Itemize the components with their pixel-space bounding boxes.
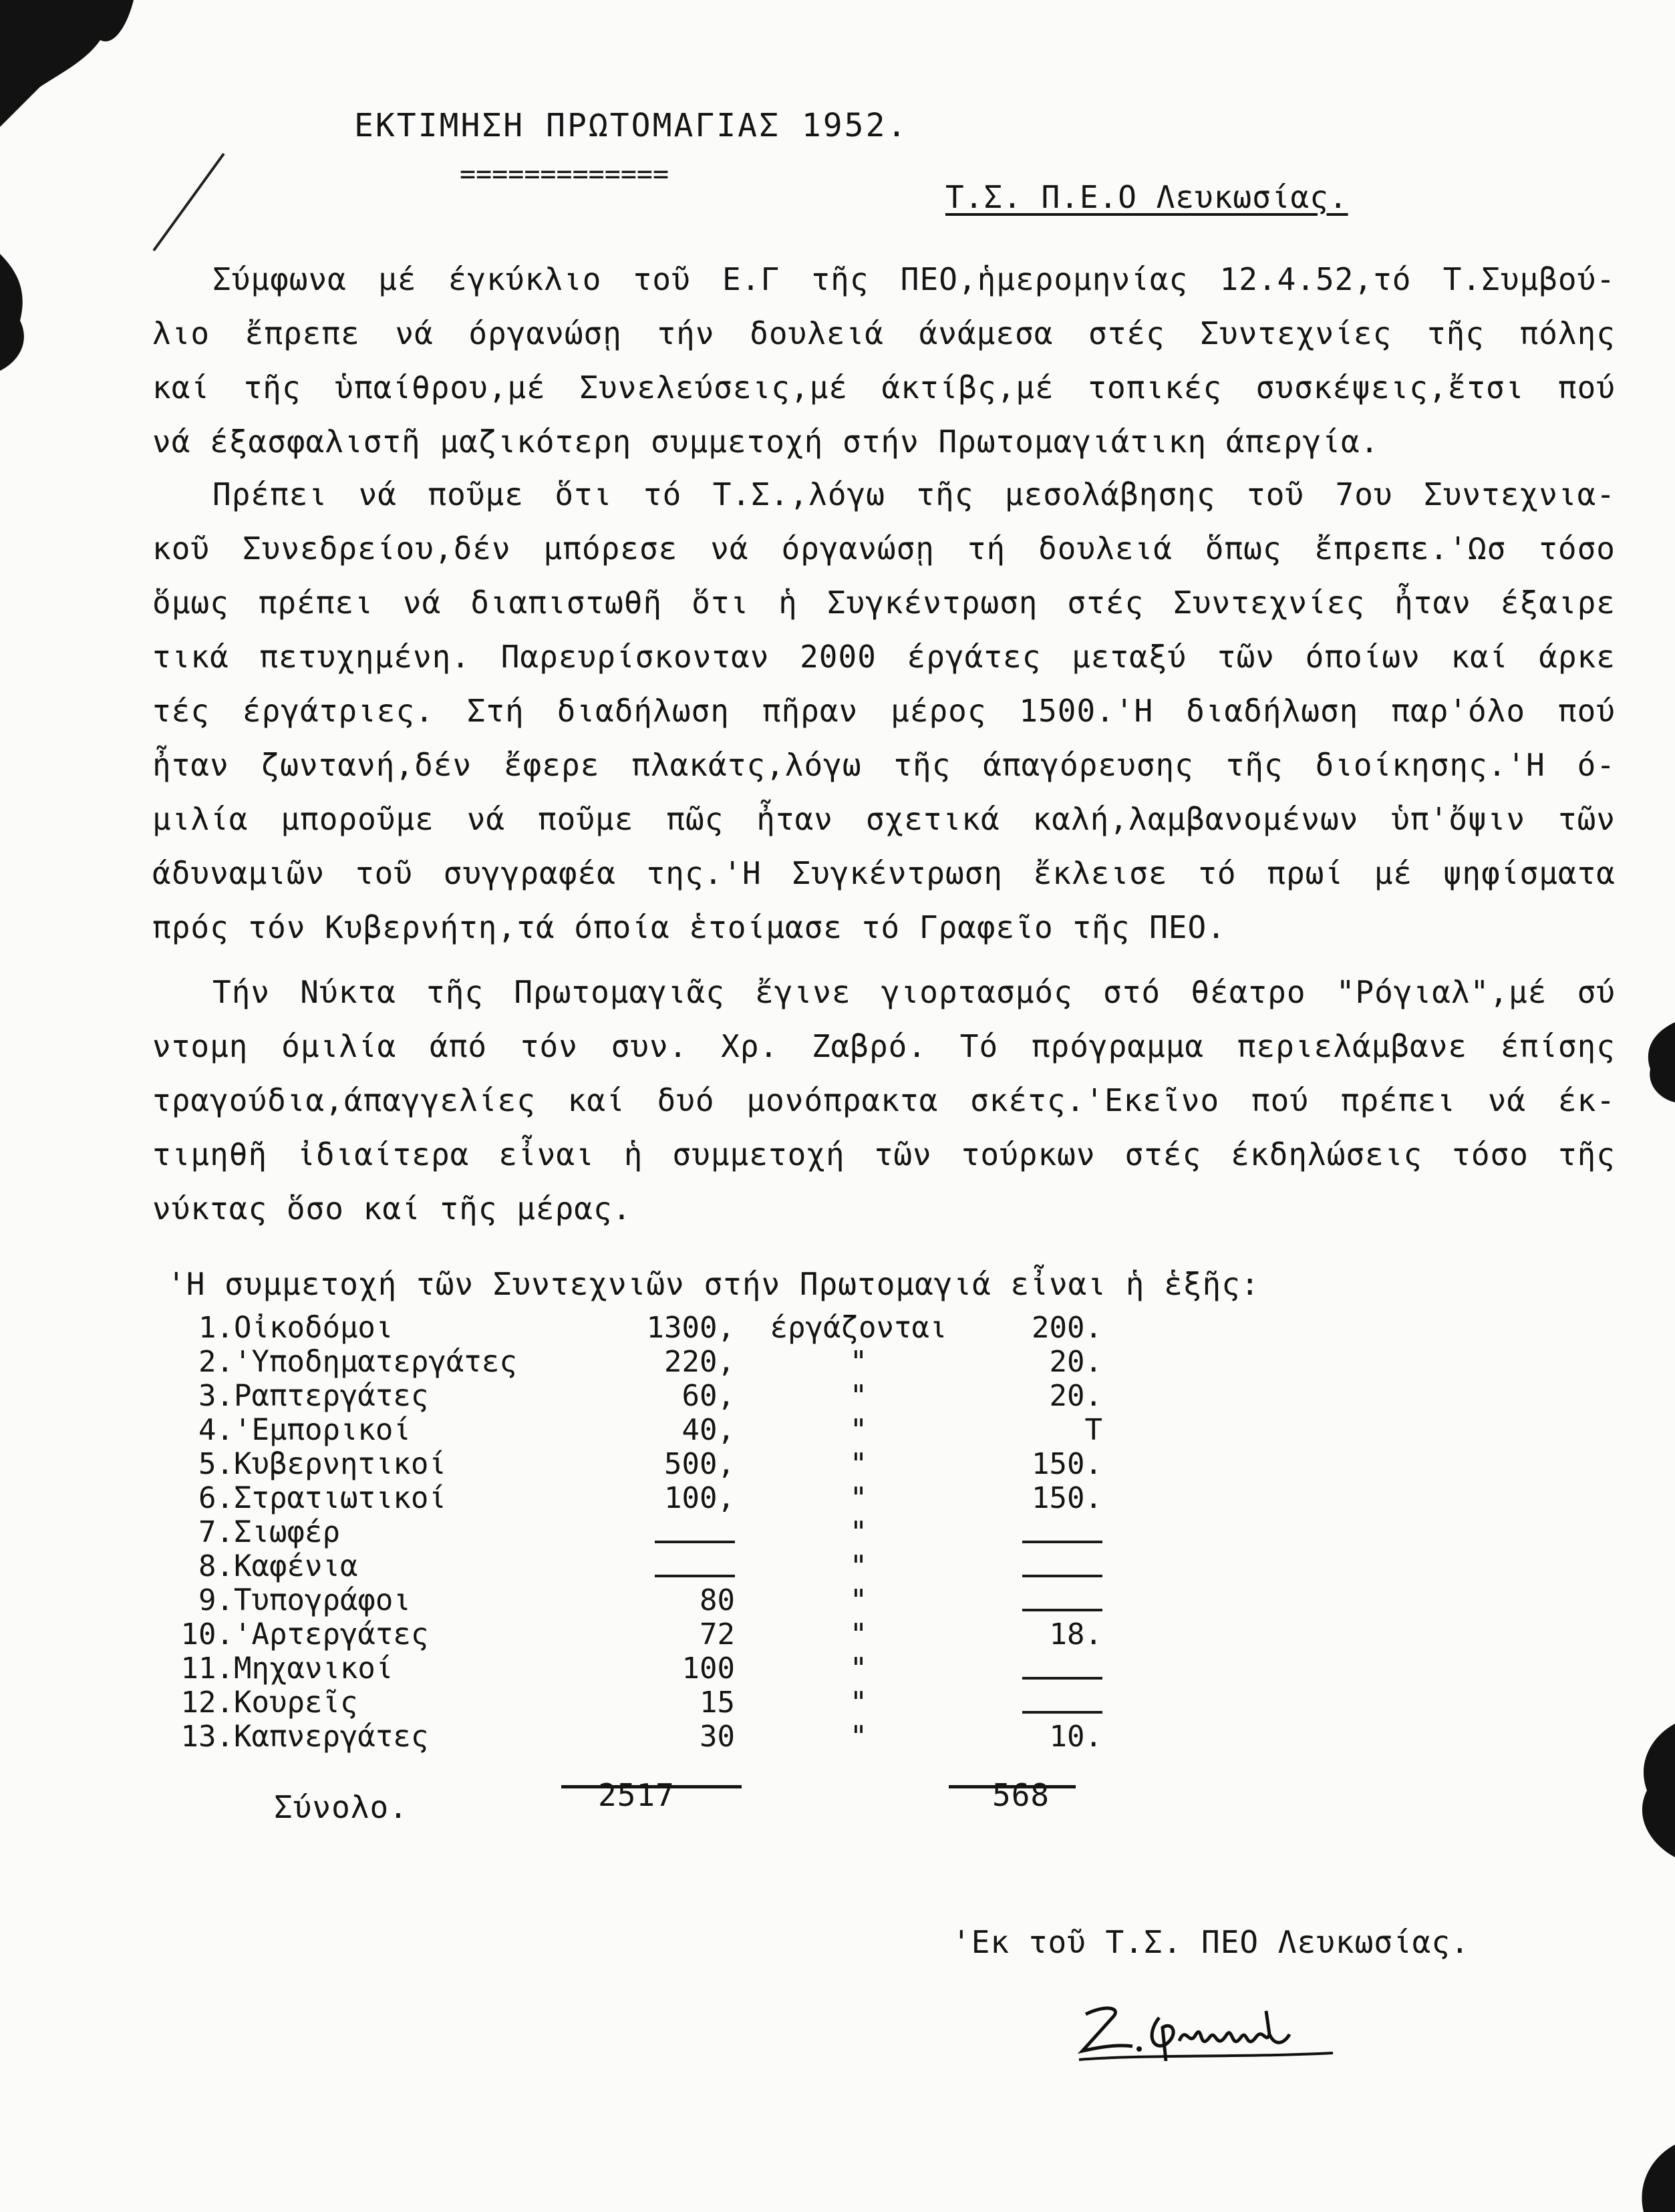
blank-entry-rule xyxy=(1022,1593,1102,1611)
unemployed-count: 200. xyxy=(1032,1311,1102,1345)
members-count: 60, xyxy=(681,1379,735,1413)
table-row xyxy=(180,1515,1102,1549)
blank-entry-rule xyxy=(1022,1695,1102,1714)
employment-label: " xyxy=(849,1413,868,1447)
paragraph-line: νύκτας ὅσο καί τῆς μέρας. xyxy=(152,1191,632,1227)
union-name: Ραπτεργάτες xyxy=(234,1379,429,1413)
paragraph-line: ντομη όμιλία άπό τόν συν. Χρ. Ζαβρό. Τό πρόγραμμα περιελάμβανε έπίσης xyxy=(152,1028,1616,1064)
unemployed-count xyxy=(982,1686,1102,1720)
employment-label: έργάζονται xyxy=(770,1311,947,1345)
paragraph-line: τραγούδια,άπαγγελίες καί δυό μονόπρακτα σκέτς.'Εκεῖνο πού πρέπει νά έκ- xyxy=(152,1082,1616,1118)
union-name: Σιωφέρ xyxy=(234,1515,340,1549)
union-name: 'Αρτεργάτες xyxy=(234,1617,429,1651)
total-unemployed: 568 xyxy=(992,1777,1050,1813)
union-name: Τυπογράφοι xyxy=(234,1583,411,1617)
organisation-heading: Τ.Σ. Π.Ε.Ο Λευκωσίας. xyxy=(945,179,1348,215)
unemployed-count xyxy=(982,1549,1102,1583)
unemployed-count: 20. xyxy=(1049,1379,1102,1413)
paragraph-line: τικά πετυχημένη. Παρευρίσκονταν 2000 έργάτες μεταξύ τῶν όποίων καί άρκε xyxy=(152,639,1616,675)
members-count: 100, xyxy=(664,1481,735,1515)
table-row xyxy=(180,1379,1102,1413)
employment-label: " xyxy=(849,1651,868,1686)
paragraph-line: πρός τόν Κυβερνήτη,τά όποία ἑτοίμασε τό Γραφεῖο τῆς ΠΕΟ. xyxy=(152,909,1226,945)
row-number: 9. xyxy=(198,1583,234,1617)
paragraph-line: ἦταν ζωντανή,δέν ἔφερε πλακάτς,λόγω τῆς άπαγόρευσης τῆς διοίκησης.'Η ό- xyxy=(152,747,1616,783)
total-members: 2517 xyxy=(598,1777,675,1813)
unemployed-count: 150. xyxy=(1032,1481,1102,1515)
members-count: 220, xyxy=(664,1345,735,1379)
employment-label: " xyxy=(849,1686,868,1720)
unemployed-count xyxy=(982,1515,1102,1549)
table-row xyxy=(180,1651,1102,1686)
unemployed-count xyxy=(982,1583,1102,1617)
paragraph-line: μιλία μποροῦμε νά ποῦμε πῶς ἦταν σχετικά καλή,λαμβανομένων ὑπ'ὄψιν τῶν xyxy=(152,801,1616,837)
row-number: 3. xyxy=(198,1379,234,1413)
pen-stroke-diagonal xyxy=(150,150,231,257)
unemployed-count: T xyxy=(1084,1413,1102,1447)
document-title: ΕΚΤΙΜΗΣΗ ΠΡΩΤΟΜΑΓΙΑΣ 1952. xyxy=(354,107,909,144)
table-row xyxy=(180,1345,1102,1379)
members-count: 500, xyxy=(664,1447,735,1481)
signature-office: 'Εκ τοῦ Τ.Σ. ΠΕΟ Λευκωσίας. xyxy=(952,1924,1470,1960)
employment-label: " xyxy=(849,1720,868,1754)
paragraph-assessment xyxy=(152,468,1616,955)
employment-label: " xyxy=(849,1549,868,1583)
table-row xyxy=(180,1447,1102,1481)
members-count: 30 xyxy=(700,1720,735,1754)
blank-entry-rule xyxy=(655,1559,735,1577)
paragraph-line: κοῦ Συνεδρείου,δέν μπόρεσε νά όργανώσῃ τή δουλειά ὅπως ἔπρεπε.'Ωσ τόσο xyxy=(152,530,1616,567)
employment-label: " xyxy=(849,1617,868,1651)
employment-label: " xyxy=(849,1447,868,1481)
unemployed-count: 10. xyxy=(1049,1720,1102,1754)
members-count: 72 xyxy=(700,1617,735,1651)
row-number: 12. xyxy=(180,1686,234,1720)
union-name: Στρατιωτικοί xyxy=(234,1481,446,1515)
paragraph-night-event xyxy=(152,965,1616,1236)
union-name: Κουρεῖς xyxy=(234,1686,358,1720)
paragraph-line: νά έξασφαλιστῆ μαζικότερη συμμετοχή στήν Πρωτομαγιάτικη άπεργία. xyxy=(152,424,1380,460)
employment-label: " xyxy=(849,1379,868,1413)
union-name: Καπνεργάτες xyxy=(234,1720,429,1754)
members-count: 15 xyxy=(700,1686,735,1720)
members-count: 40, xyxy=(681,1413,735,1447)
employment-label: " xyxy=(849,1515,868,1549)
union-name: Καφένια xyxy=(234,1549,358,1583)
unemployed-count: 150. xyxy=(1032,1447,1102,1481)
handwritten-signature xyxy=(1066,1988,1346,2074)
corner-smudge-top-left xyxy=(0,0,174,134)
row-number: 5. xyxy=(198,1447,234,1481)
title-underline: ============= xyxy=(460,159,669,190)
union-name: Μηχανικοί xyxy=(234,1651,394,1686)
row-number: 10. xyxy=(180,1617,234,1651)
table-row xyxy=(180,1311,1102,1345)
paragraph-line: τές έργάτριες. Στή διαδήλωση πῆραν μέρος 1500.'Η διαδήλωση παρ'όλο πού xyxy=(152,693,1616,729)
table-row xyxy=(180,1549,1102,1583)
margin-blot-right-2 xyxy=(1624,1724,1675,1857)
row-number: 13. xyxy=(180,1720,234,1754)
margin-blot-left xyxy=(0,254,40,374)
row-number: 4. xyxy=(198,1413,234,1447)
paragraph-line: ὅμως πρέπει νά διαπιστωθῆ ὅτι ἡ Συγκέντρωση στές Συντεχνίες ἦταν έξαιρε xyxy=(152,585,1616,621)
unemployed-count xyxy=(982,1651,1102,1686)
paragraph-line: Τήν Νύκτα τῆς Πρωτομαγιᾶς ἔγινε γιορτασμός στό θέατρο "Ρόγιαλ",μέ σύ xyxy=(212,974,1616,1010)
blank-entry-rule xyxy=(655,1525,735,1543)
unemployed-count: 18. xyxy=(1049,1617,1102,1651)
union-name: Οἰκοδόμοι xyxy=(234,1311,394,1345)
table-row xyxy=(180,1481,1102,1515)
employment-label: " xyxy=(849,1345,868,1379)
members-count xyxy=(615,1549,735,1583)
members-count: 80 xyxy=(700,1583,735,1617)
union-name: 'Υποδηματεργάτες xyxy=(234,1345,517,1379)
paragraph-line: Σύμφωνα μέ έγκύκλιο τοῦ Ε.Γ τῆς ΠΕΟ,ἡμερομηνίας 12.4.52,τό Τ.Συμβού- xyxy=(212,261,1616,297)
total-label: Σύνολο. xyxy=(274,1789,408,1825)
employment-label: " xyxy=(849,1583,868,1617)
union-name: 'Εμπορικοί xyxy=(234,1413,411,1447)
unemployed-count: 20. xyxy=(1049,1345,1102,1379)
table-row xyxy=(180,1720,1102,1754)
table-row xyxy=(180,1583,1102,1617)
blank-entry-rule xyxy=(1022,1559,1102,1577)
row-number: 2. xyxy=(198,1345,234,1379)
row-number: 8. xyxy=(198,1549,234,1583)
row-number: 7. xyxy=(198,1515,234,1549)
row-number: 6. xyxy=(198,1481,234,1515)
table-row xyxy=(180,1617,1102,1651)
participation-table xyxy=(180,1311,1102,1754)
blank-entry-rule xyxy=(1022,1525,1102,1543)
table-row xyxy=(180,1413,1102,1447)
corner-smudge-bottom-right xyxy=(1570,2131,1675,2212)
paragraph-line: άδυναμιῶν τοῦ συγγραφέα της.'Η Συγκέντρωση ἔκλεισε τό πρωί μέ ψηφίσματα xyxy=(152,855,1616,891)
table-row xyxy=(180,1686,1102,1720)
union-name: Κυβερνητικοί xyxy=(234,1447,446,1481)
paragraph-line: καί τῆς ὑπαίθρου,μέ Συνελεύσεις,μέ άκτίβς,μέ τοπικές συσκέψεις,ἔτσι πού xyxy=(152,369,1616,406)
margin-blot-right-1 xyxy=(1634,1022,1675,1102)
members-count: 1300, xyxy=(646,1311,735,1345)
employment-label: " xyxy=(849,1481,868,1515)
members-count xyxy=(615,1515,735,1549)
blank-entry-rule xyxy=(1022,1661,1102,1680)
paragraph-line: λιο ἔπρεπε νά όργανώσῃ τήν δουλειά άνάμεσα στές Συντεχνίες τῆς πόλης xyxy=(152,315,1616,351)
paragraph-line: Πρέπει νά ποῦμε ὅτι τό Τ.Σ.,λόγω τῆς μεσολάβησης τοῦ 7ου Συντεχνια- xyxy=(212,476,1616,512)
participation-intro: 'Η συμμετοχή τῶν Συντεχνιῶν στήν Πρωτομαγιά εἶναι ἡ ἑξῆς: xyxy=(167,1266,1260,1302)
paragraph-line: τιμηθῆ ἰδιαίτερα εἶναι ἡ συμμετοχή τῶν τούρκων στές έκδηλώσεις τόσο τῆς xyxy=(152,1136,1616,1172)
row-number: 11. xyxy=(180,1651,234,1686)
members-count: 100 xyxy=(681,1651,735,1686)
row-number: 1. xyxy=(198,1311,234,1345)
paragraph-circular xyxy=(152,253,1616,469)
